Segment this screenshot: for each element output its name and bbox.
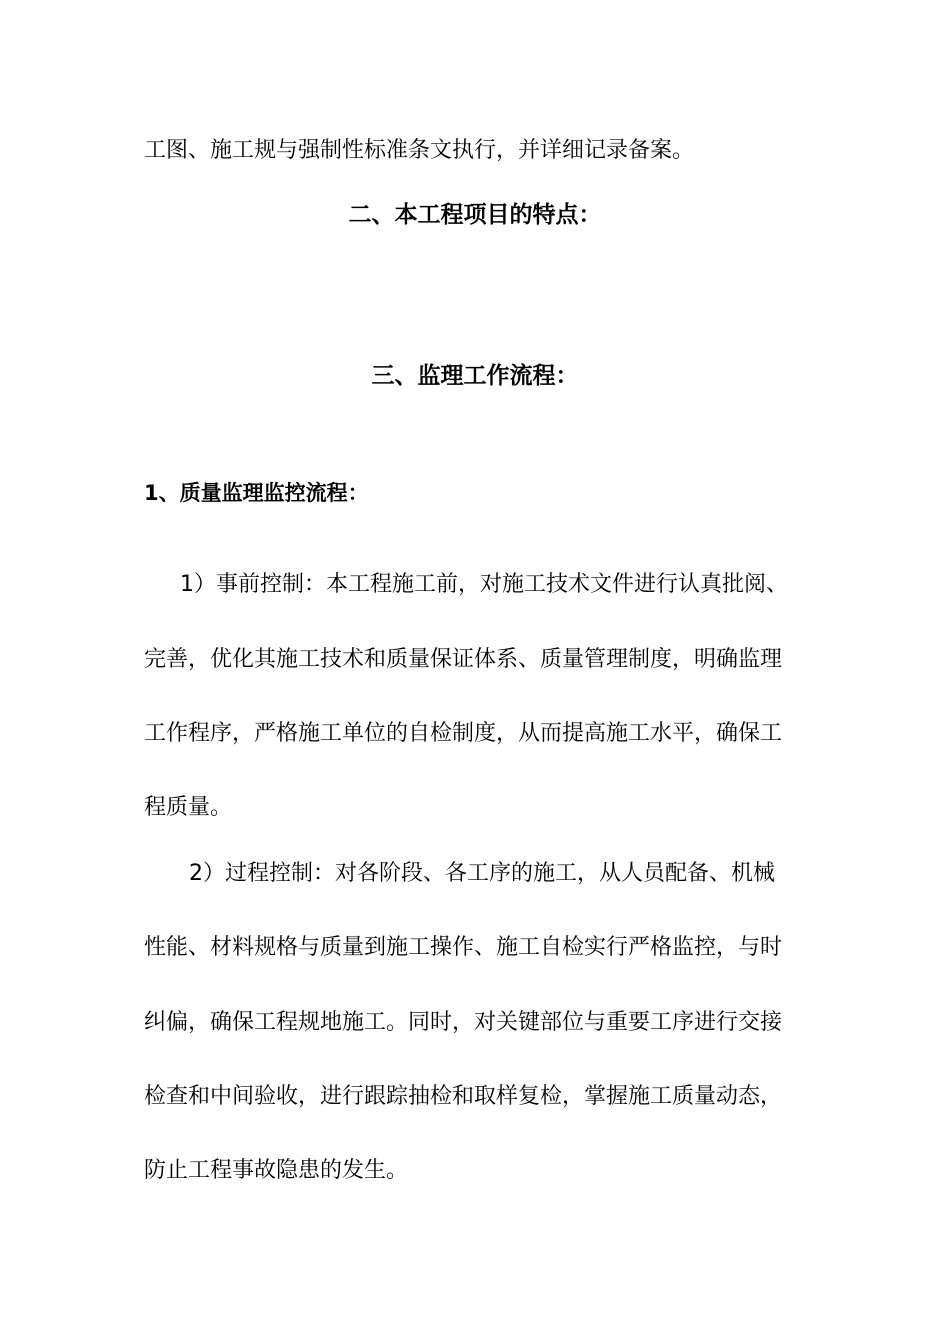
paragraph-2-line-3: 纠偏，确保工程规地施工。同时，对关键部位与重要工序进行交接 bbox=[144, 1010, 783, 1035]
intro-text-line: 工图、施工规与强制性标准条文执行，并详细记录备案。 bbox=[144, 138, 695, 163]
paragraph-2-line-5: 防止工程事故隐患的发生。 bbox=[144, 1158, 409, 1183]
section-3-heading: 三、监理工作流程： bbox=[371, 363, 579, 389]
paragraph-1-line-2: 完善，优化其施工技术和质量保证体系、质量管理制度，明确监理 bbox=[144, 647, 783, 672]
paragraph-2-line-4: 检查和中间验收，进行跟踪抽检和取样复检，掌握施工质量动态， bbox=[144, 1084, 783, 1109]
subsection-1-heading: 1、质量监理监控流程： bbox=[144, 481, 369, 505]
paragraph-2-line-1: 2）过程控制：对各阶段、各工序的施工，从人员配备、机械 bbox=[189, 861, 775, 886]
section-2-heading: 二、本工程项目的特点： bbox=[348, 202, 602, 228]
paragraph-1-line-3: 工作程序，严格施工单位的自检制度，从而提高施工水平，确保工 bbox=[144, 721, 783, 746]
paragraph-1-line-4: 程质量。 bbox=[144, 795, 233, 820]
paragraph-2-line-2: 性能、材料规格与质量到施工操作、施工自检实行严格监控，与时 bbox=[144, 935, 783, 960]
paragraph-1-line-1: 1）事前控制：本工程施工前，对施工技术文件进行认真批阅、 bbox=[180, 572, 788, 597]
